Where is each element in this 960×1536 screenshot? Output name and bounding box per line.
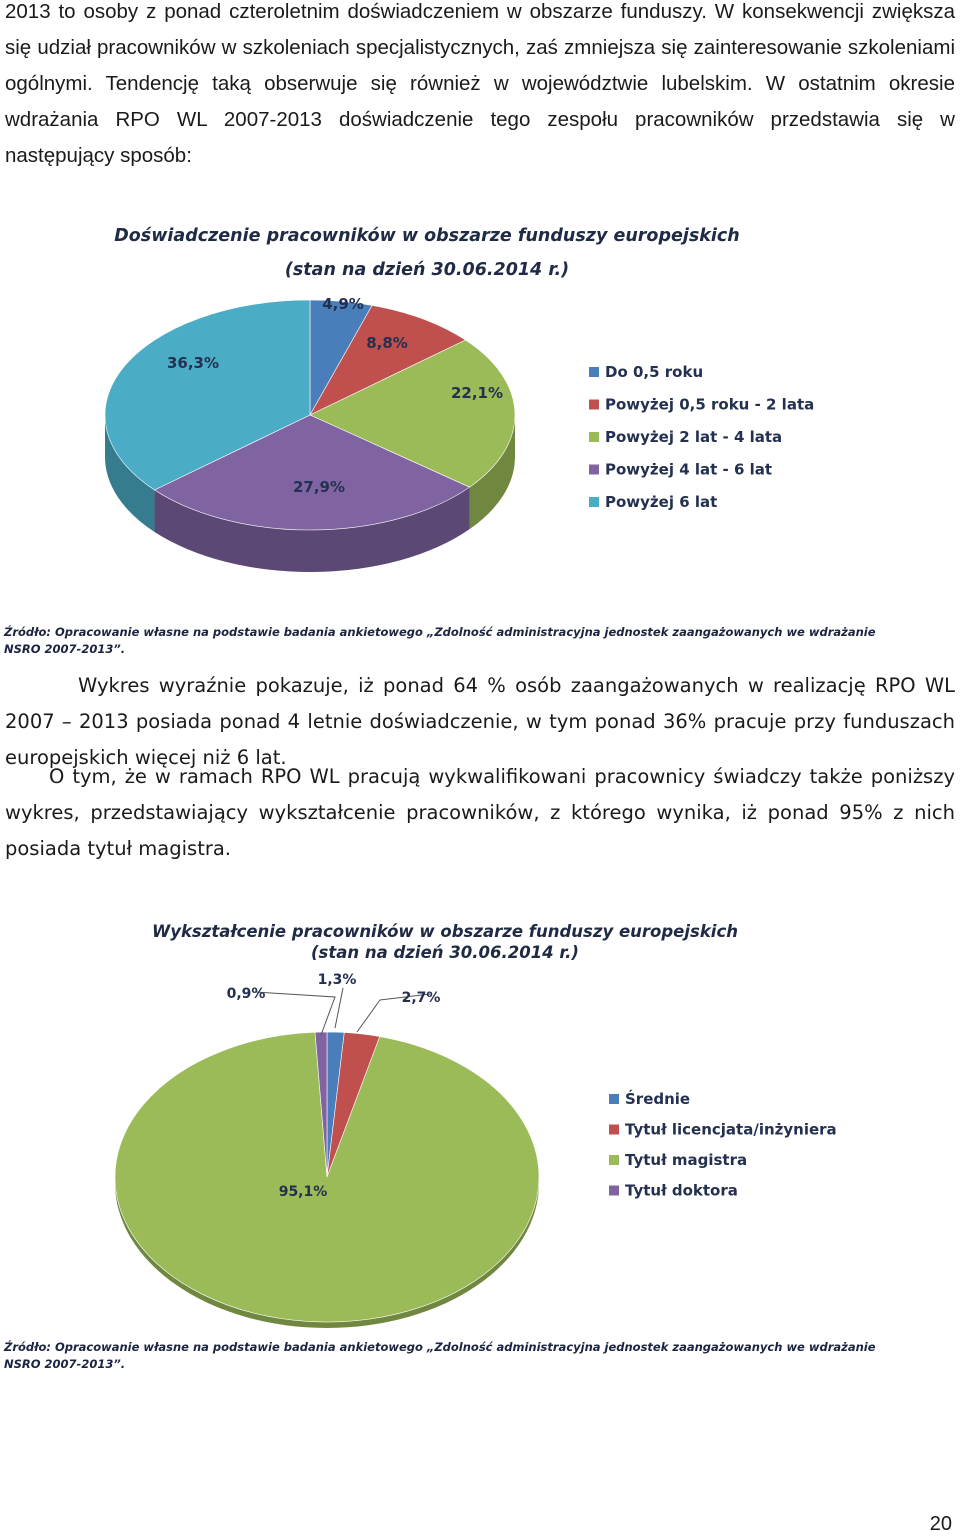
source-note-2-line2: NSRO 2007-2013”. <box>4 1357 126 1371</box>
chart2-title: Wykształcenie pracowników w obszarze funduszy europejskich <box>152 922 738 941</box>
chart1-data-label: 27,9% <box>292 478 346 496</box>
chart2-data-label: 0,9% <box>226 986 266 1002</box>
source-note-1 <box>4 624 904 658</box>
chart2-data-label: 1,3% <box>317 972 357 988</box>
source-note-1-line1: Źródło: Opracowanie własne na podstawie badania ankietowego „Zdolność administracyjna jednostek zaangażowanych we wdrażanie <box>4 625 876 639</box>
chart2-legend-swatch <box>609 1125 619 1135</box>
chart1-legend-swatch <box>589 497 599 507</box>
chart1-legend-swatch <box>589 465 599 475</box>
chart2-legend-swatch <box>609 1186 619 1196</box>
source-note-2 <box>4 1339 904 1373</box>
chart2-legend-swatch <box>609 1094 619 1104</box>
source-note-1-line2: NSRO 2007-2013”. <box>4 642 126 656</box>
chart2-legend-label: Tytuł magistra <box>625 1151 748 1169</box>
chart1-legend-swatch <box>589 400 599 410</box>
chart1-legend-label: Powyżej 4 lat - 6 lat <box>605 460 773 479</box>
paragraph-intro: 2013 to osoby z ponad czteroletnim doświadczeniem w obszarze funduszy. W konsekwencji zwiększa się udział pracowników w szkoleniach specjalistycznych, zaś zmniejsza się zainteresowanie szkoleniami ogólnymi. Tendencję taką obserwuje się również w województwie lubelskim. W ostatnim okresie wdrażania RPO WL 2007-2013 doświadczenie tego zespołu pracowników przedstawia się w następujący sposób: <box>5 0 955 167</box>
chart1-legend-label: Powyżej 6 lat <box>605 493 718 511</box>
chart1-subtitle: (stan na dzień 30.06.2014 r.) <box>284 260 570 280</box>
chart1-data-label: 8,8% <box>366 334 408 352</box>
chart2-data-label: 2,7% <box>401 990 441 1006</box>
chart2-legend-swatch <box>609 1155 619 1165</box>
chart2-pie <box>115 972 539 1328</box>
chart1-pie <box>105 295 515 572</box>
chart1-data-label: 36,3% <box>166 354 220 372</box>
paragraph-education-intro: O tym, że w ramach RPO WL pracują wykwalifikowani pracownicy świadczy także poniższy wykres, przedstawiający wykształcenie pracowników, z którego wynika, iż ponad 95% z nich posiada tytuł magistra. <box>5 765 955 860</box>
chart2-subtitle: (stan na dzień 30.06.2014 r.) <box>311 943 579 962</box>
education-pie-chart <box>95 912 855 1332</box>
chart1-legend-swatch <box>589 367 599 377</box>
chart2-legend-label: Tytuł licencjata/inżyniera <box>625 1120 837 1139</box>
chart1-data-label: 4,9% <box>322 295 364 313</box>
chart1-legend-label: Do 0,5 roku <box>605 363 704 381</box>
paragraph-chart1-commentary: Wykres wyraźnie pokazuje, iż ponad 64 % osób zaangażowanych w realizację RPO WL 2007 – 2013 posiada ponad 4 letnie doświadczenie, w tym ponad 36% pracuje przy funduszach europejskich więcej niż 6 lat. <box>5 674 955 769</box>
experience-pie-chart <box>95 215 835 605</box>
chart1-legend-label: Powyżej 0,5 roku - 2 lata <box>605 395 815 414</box>
chart2-leader-line <box>335 988 343 1028</box>
chart1-legend-label: Powyżej 2 lat - 4 lata <box>605 428 783 446</box>
chart2-legend <box>609 1089 837 1200</box>
chart1-legend-swatch <box>589 432 599 442</box>
chart2-legend-label: Średnie <box>625 1090 691 1108</box>
chart1-title: Doświadczenie pracowników w obszarze funduszy europejskich <box>114 226 740 246</box>
chart1-legend <box>589 363 814 511</box>
chart2-legend-label: Tytuł doktora <box>625 1181 738 1200</box>
page-number: 20 <box>929 1513 952 1535</box>
chart1-data-label: 22,1% <box>450 384 504 402</box>
chart2-data-label: 95,1% <box>278 1184 328 1200</box>
chart2-leader-line <box>255 992 335 1035</box>
source-note-2-line1: Źródło: Opracowanie własne na podstawie badania ankietowego „Zdolność administracyjna jednostek zaangażowanych we wdrażanie <box>4 1340 876 1354</box>
